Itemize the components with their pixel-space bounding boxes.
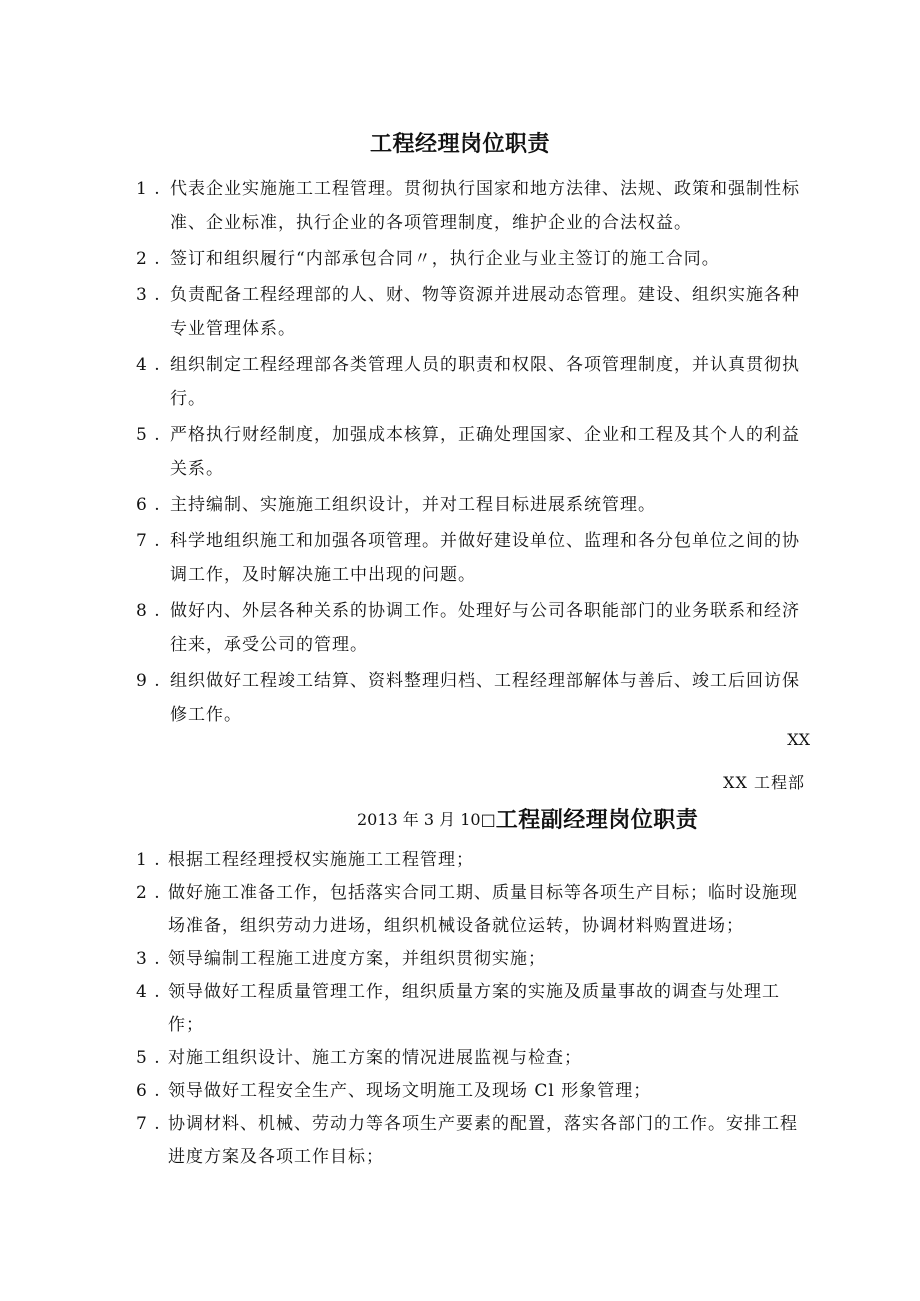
item-number: 2 . (136, 249, 161, 269)
item-text: 负责配备工程经理部的人、财、物等资源并进展动态管理。建设、组织实施各种专业管理体系。 (170, 285, 800, 339)
item-text: 领导做好工程安全生产、现场文明施工及现场 Cl 形象管理； (168, 1081, 652, 1101)
list-item (0, 278, 920, 346)
signature-line2: XX 工程部 (723, 773, 805, 792)
item-number: 5 . (136, 1048, 161, 1068)
item-number: 6 . (136, 495, 161, 515)
date-and-title-line (357, 803, 698, 834)
item-text: 组织做好工程竣工结算、资料整理归档、工程经理部解体与善后、竣工后回访保修工作。 (170, 671, 800, 725)
item-text: 组织制定工程经理部各类管理人员的职责和权限、各项管理制度，并认真贯彻执行。 (170, 355, 800, 409)
signature-line1: XX (787, 730, 810, 749)
item-text: 签订和组织履行“内部承包合同〃，执行企业与业主签订的施工合同。 (170, 249, 720, 269)
list-item (0, 1108, 920, 1174)
item-text: 根据工程经理授权实施施工工程管理； (168, 850, 474, 870)
item-number: 7 . (136, 1114, 161, 1134)
item-number: 3 . (136, 285, 161, 305)
list-item (0, 1075, 920, 1108)
item-number: 5 . (136, 425, 161, 445)
list-item (0, 877, 920, 943)
item-number: 7 . (136, 531, 161, 551)
item-number: 4 . (136, 355, 161, 375)
section1-list (0, 172, 920, 734)
list-item (0, 664, 920, 732)
item-text: 做好内、外层各种关系的协调工作。处理好与公司各职能部门的业务联系和经济往来，承受公司的管理。 (170, 601, 800, 655)
list-item (0, 172, 920, 240)
item-text: 科学地组织施工和加强各项管理。并做好建设单位、监理和各分包单位之间的协调工作，及时解决施工中出现的问题。 (170, 531, 800, 585)
item-text: 做好施工准备工作，包括落实合同工期、质量目标等各项生产目标；临时设施现场准备，组织劳动力进场，组织机械设备就位运转，协调材料购置进场； (168, 883, 798, 936)
list-item (0, 844, 920, 877)
item-text: 领导编制工程施工进度方案，并组织贯彻实施； (168, 949, 546, 969)
list-item (0, 943, 920, 976)
list-item (0, 488, 920, 522)
item-text: 代表企业实施施工工程管理。贯彻执行国家和地方法律、法规、政策和强制性标准、企业标准，执行企业的各项管理制度，维护企业的合法权益。 (170, 179, 800, 233)
list-item (0, 976, 920, 1042)
item-text: 严格执行财经制度，加强成本核算，正确处理国家、企业和工程及其个人的利益关系。 (170, 425, 800, 479)
item-number: 8 . (136, 601, 161, 621)
list-item (0, 594, 920, 662)
list-item (0, 242, 920, 276)
item-number: 1 . (136, 850, 161, 870)
item-text: 领导做好工程质量管理工作，组织质量方案的实施及质量事故的调查与处理工作； (168, 982, 780, 1035)
section2-title: 工程副经理岗位职责 (495, 808, 699, 833)
item-number: 3 . (136, 949, 161, 969)
item-number: 2 . (136, 883, 161, 903)
list-item (0, 348, 920, 416)
item-text: 主持编制、实施施工组织设计，并对工程目标进展系统管理。 (170, 495, 656, 515)
item-number: 6 . (136, 1081, 161, 1101)
section2-list (0, 844, 920, 1174)
list-item (0, 1042, 920, 1075)
document-date: 2013 年 3 月 10□ (357, 810, 496, 829)
list-item (0, 418, 920, 486)
list-item (0, 524, 920, 592)
item-number: 1 . (136, 179, 161, 199)
item-number: 9 . (136, 671, 161, 691)
section1-title: 工程经理岗位职责 (369, 132, 550, 157)
item-text: 对施工组织设计、施工方案的情况进展监视与检查； (168, 1048, 582, 1068)
item-text: 协调材料、机械、劳动力等各项生产要素的配置，落实各部门的工作。安排工程进度方案及各项工作目标； (168, 1114, 798, 1167)
item-number: 4 . (136, 982, 161, 1002)
